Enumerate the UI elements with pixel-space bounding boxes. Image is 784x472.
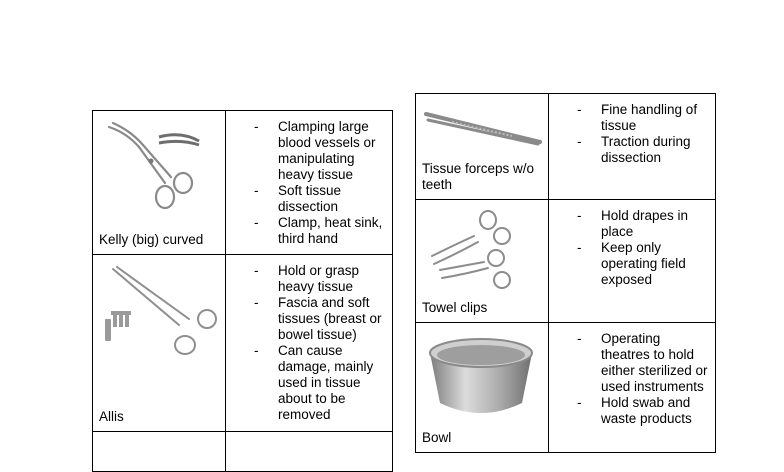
instrument-caption: Kelly (big) curved — [99, 232, 204, 247]
instrument-description-cell — [226, 111, 393, 255]
use-list — [549, 94, 715, 166]
instrument-image-cell — [93, 111, 226, 255]
instrument-image-cell — [93, 432, 226, 472]
list-item: - Clamp, heat sink, third hand — [278, 215, 388, 247]
steel-bowl-icon — [426, 333, 536, 417]
table-row — [93, 432, 393, 472]
instrument-image-cell — [93, 255, 226, 432]
instrument-caption: Allis — [99, 409, 124, 424]
list-item: - Fascia and soft tissues (breast or bowel tissue) — [278, 295, 388, 343]
list-item: - Hold drapes in place — [601, 208, 711, 240]
instrument-image-cell — [416, 323, 549, 453]
instrument-description-cell — [226, 432, 393, 472]
list-item: - Hold swab and waste products — [601, 395, 711, 427]
use-list — [226, 255, 392, 423]
allis-forceps-icon — [99, 261, 219, 361]
list-item: - Soft tissue dissection — [278, 183, 388, 215]
instrument-description-cell — [549, 323, 716, 453]
instrument-table-right — [415, 93, 716, 453]
table-row — [416, 323, 716, 453]
table-row — [416, 94, 716, 200]
instrument-caption: Bowl — [422, 430, 452, 445]
use-list — [549, 200, 715, 288]
instrument-table-left — [92, 110, 393, 472]
table-row — [93, 111, 393, 255]
table-row — [416, 200, 716, 323]
list-item: - Can cause damage, mainly used in tissue about to be removed — [278, 343, 388, 423]
instrument-description-cell — [549, 94, 716, 200]
curved-clamp-forceps-icon — [99, 117, 209, 217]
instrument-image-cell — [416, 94, 549, 200]
instrument-caption: Towel clips — [422, 300, 488, 315]
instrument-description-cell — [226, 255, 393, 432]
table-row — [93, 255, 393, 432]
use-list — [226, 111, 392, 247]
instrument-caption: Tissue forceps w/o teeth — [422, 161, 535, 192]
instrument-description-cell — [549, 200, 716, 323]
use-list — [549, 323, 715, 427]
list-item: - Traction during dissection — [601, 134, 711, 166]
list-item: - Fine handling of tissue — [601, 102, 711, 134]
list-item: - Operating theatres to hold either sterilized or used instruments — [601, 331, 711, 395]
list-item: - Hold or grasp heavy tissue — [278, 263, 388, 295]
towel-clips-icon — [422, 206, 522, 296]
tissue-forceps-icon — [422, 100, 546, 150]
list-item: - Clamping large blood vessels or manipulating heavy tissue — [278, 119, 388, 183]
instrument-image-cell — [416, 200, 549, 323]
list-item: - Keep only operating field exposed — [601, 240, 711, 288]
